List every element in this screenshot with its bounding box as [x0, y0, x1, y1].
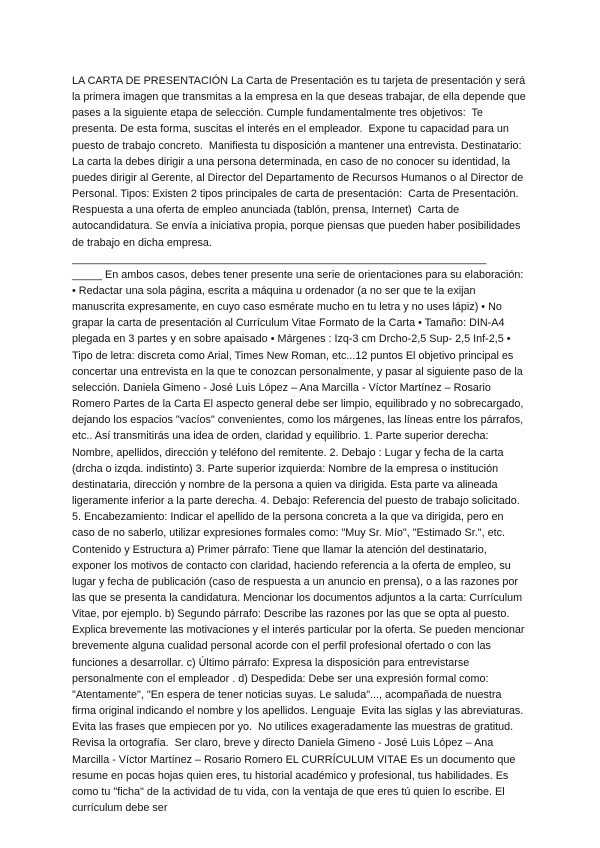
separator-line: _____________________________________________________________________: [72, 252, 487, 265]
document-page: [72, 73, 528, 816]
intro-paragraph: LA CARTA DE PRESENTACIÓN La Carta de Presentación es tu tarjeta de presentación y será la primera imagen que transmitas a la empresa en la que deseas trabajar, de ella depende que pases a la siguiente etapa de selección. Cumple fundamentalmente tres objetivos: Te presenta. De esta forma, suscitas el interés en el empleador. Expone tu capacidad para un puesto de trabajo concreto. Manifiesta tu disposición a mantener una entrevista. Destinatario: La carta la debes dirigir a una persona determinada, en caso de no conocer su identidad, la puedes dirigir al Gerente, al Director del Departamento de Recursos Humanos o al Director de Personal. Tipos: Existen 2 tipos principales de carta de presentación: Carta de Presentación. Respuesta a una oferta de empleo anunciada (tablón, prensa, Internet) Carta de autocandidatura. Se envía a iniciativa propia, porque piensas que pueden haber posibilidades de trabajo en dicha empresa.: [72, 75, 529, 249]
body-paragraph: _____ En ambos casos, debes tener presente una serie de orientaciones para su elaboración: • Redactar una sola página, escrita a máquina u ordenador (a no ser que te la exijan manuscrita expresamente, en cuyo caso esmérate mucho en tu letra y no uses lápiz) • No grapar la carta de presentación al Currículum Vitae Formato de la Carta • Tamaño: DIN-A4 plegada en 3 partes y en sobre apaisado • Márgenes : Izq-3 cm Drcho-2,5 Sup- 2,5 Inf-2,5 • Tipo de letra: discreta como Arial, Times New Roman, etc...12 puntos El objetivo principal es concertar una entrevista en la que te conozcan personalmente, y pasar al siguiente paso de la selección. Daniela Gimeno - José Luis López – Ana Marcilla - Víctor Martínez – Rosario Romero Partes de la Carta El aspecto general debe ser limpio, equilibrado y no sobrecargado, dejando los espacios "vacíos" convenientes, como los márgenes, las líneas entre los párrafos, etc.. Así transmitirás una idea de orden, claridad y equilibrio. 1. Parte superior derecha: Nombre, apellidos, dirección y teléfono del remitente. 2. Debajo : Lugar y fecha de la carta (drcha o izqda. indistinto) 3. Parte superior izquierda: Nombre de la empresa o institución destinataria, dirección y nombre de la persona a quien va dirigida. Esta parte va alineada ligeramente inferior a la parte derecha. 4. Debajo: Referencia del puesto de trabajo solicitado. 5. Encabezamiento: Indicar el apellido de la persona concreta a la que va dirigida, pero en caso de no saberlo, utilizar expresiones formales como: "Muy Sr. Mío", "Estimado Sr.", etc. Contenido y Estructura a) Primer párrafo: Tiene que llamar la atención del destinatario, exponer los motivos de contacto con claridad, haciendo referencia a la oferta de empleo, su lugar y fecha de publicación (caso de respuesta a un anuncio en prensa), o a las razones por las que se presenta la candidatura. Mencionar los documentos adjuntos a la carta: Currículum Vitae, por ejemplo. b) Segundo párrafo: Describe las razones por las que se opta al puesto. Explica brevemente las motivaciones y el interés particular por la oferta. Se pueden mencionar brevemente alguna cualidad personal acorde con el perfil profesional ofertado o con las funciones a desarrollar. c) Último párrafo: Expresa la disposición para entrevistarse personalmente con el empleador . d) Despedida: Debe ser una expresión formal como: "Atentamente", "En espera de tener noticias suyas. Le saluda"..., acompañada de nuestra firma original indicando el nombre y los apellidos. Lenguaje Evita las siglas y las abreviaturas. Evita las frases que empiecen por yo. No utilices exageradamente las muestras de gratitud. Revisa la ortografía. Ser claro, breve y directo Daniela Gimeno - José Luis López – Ana Marcilla - Víctor Martínez – Rosario Romero EL CURRÍCULUM VITAE Es un documento que resume en pocas hojas quien eres, tu historial académico y profesional, tus habilidades. Es como tu "ficha" de la actividad de tu vida, con la ventaja de que eres tú quien lo escribe. El currículum debe ser: [72, 268, 530, 815]
